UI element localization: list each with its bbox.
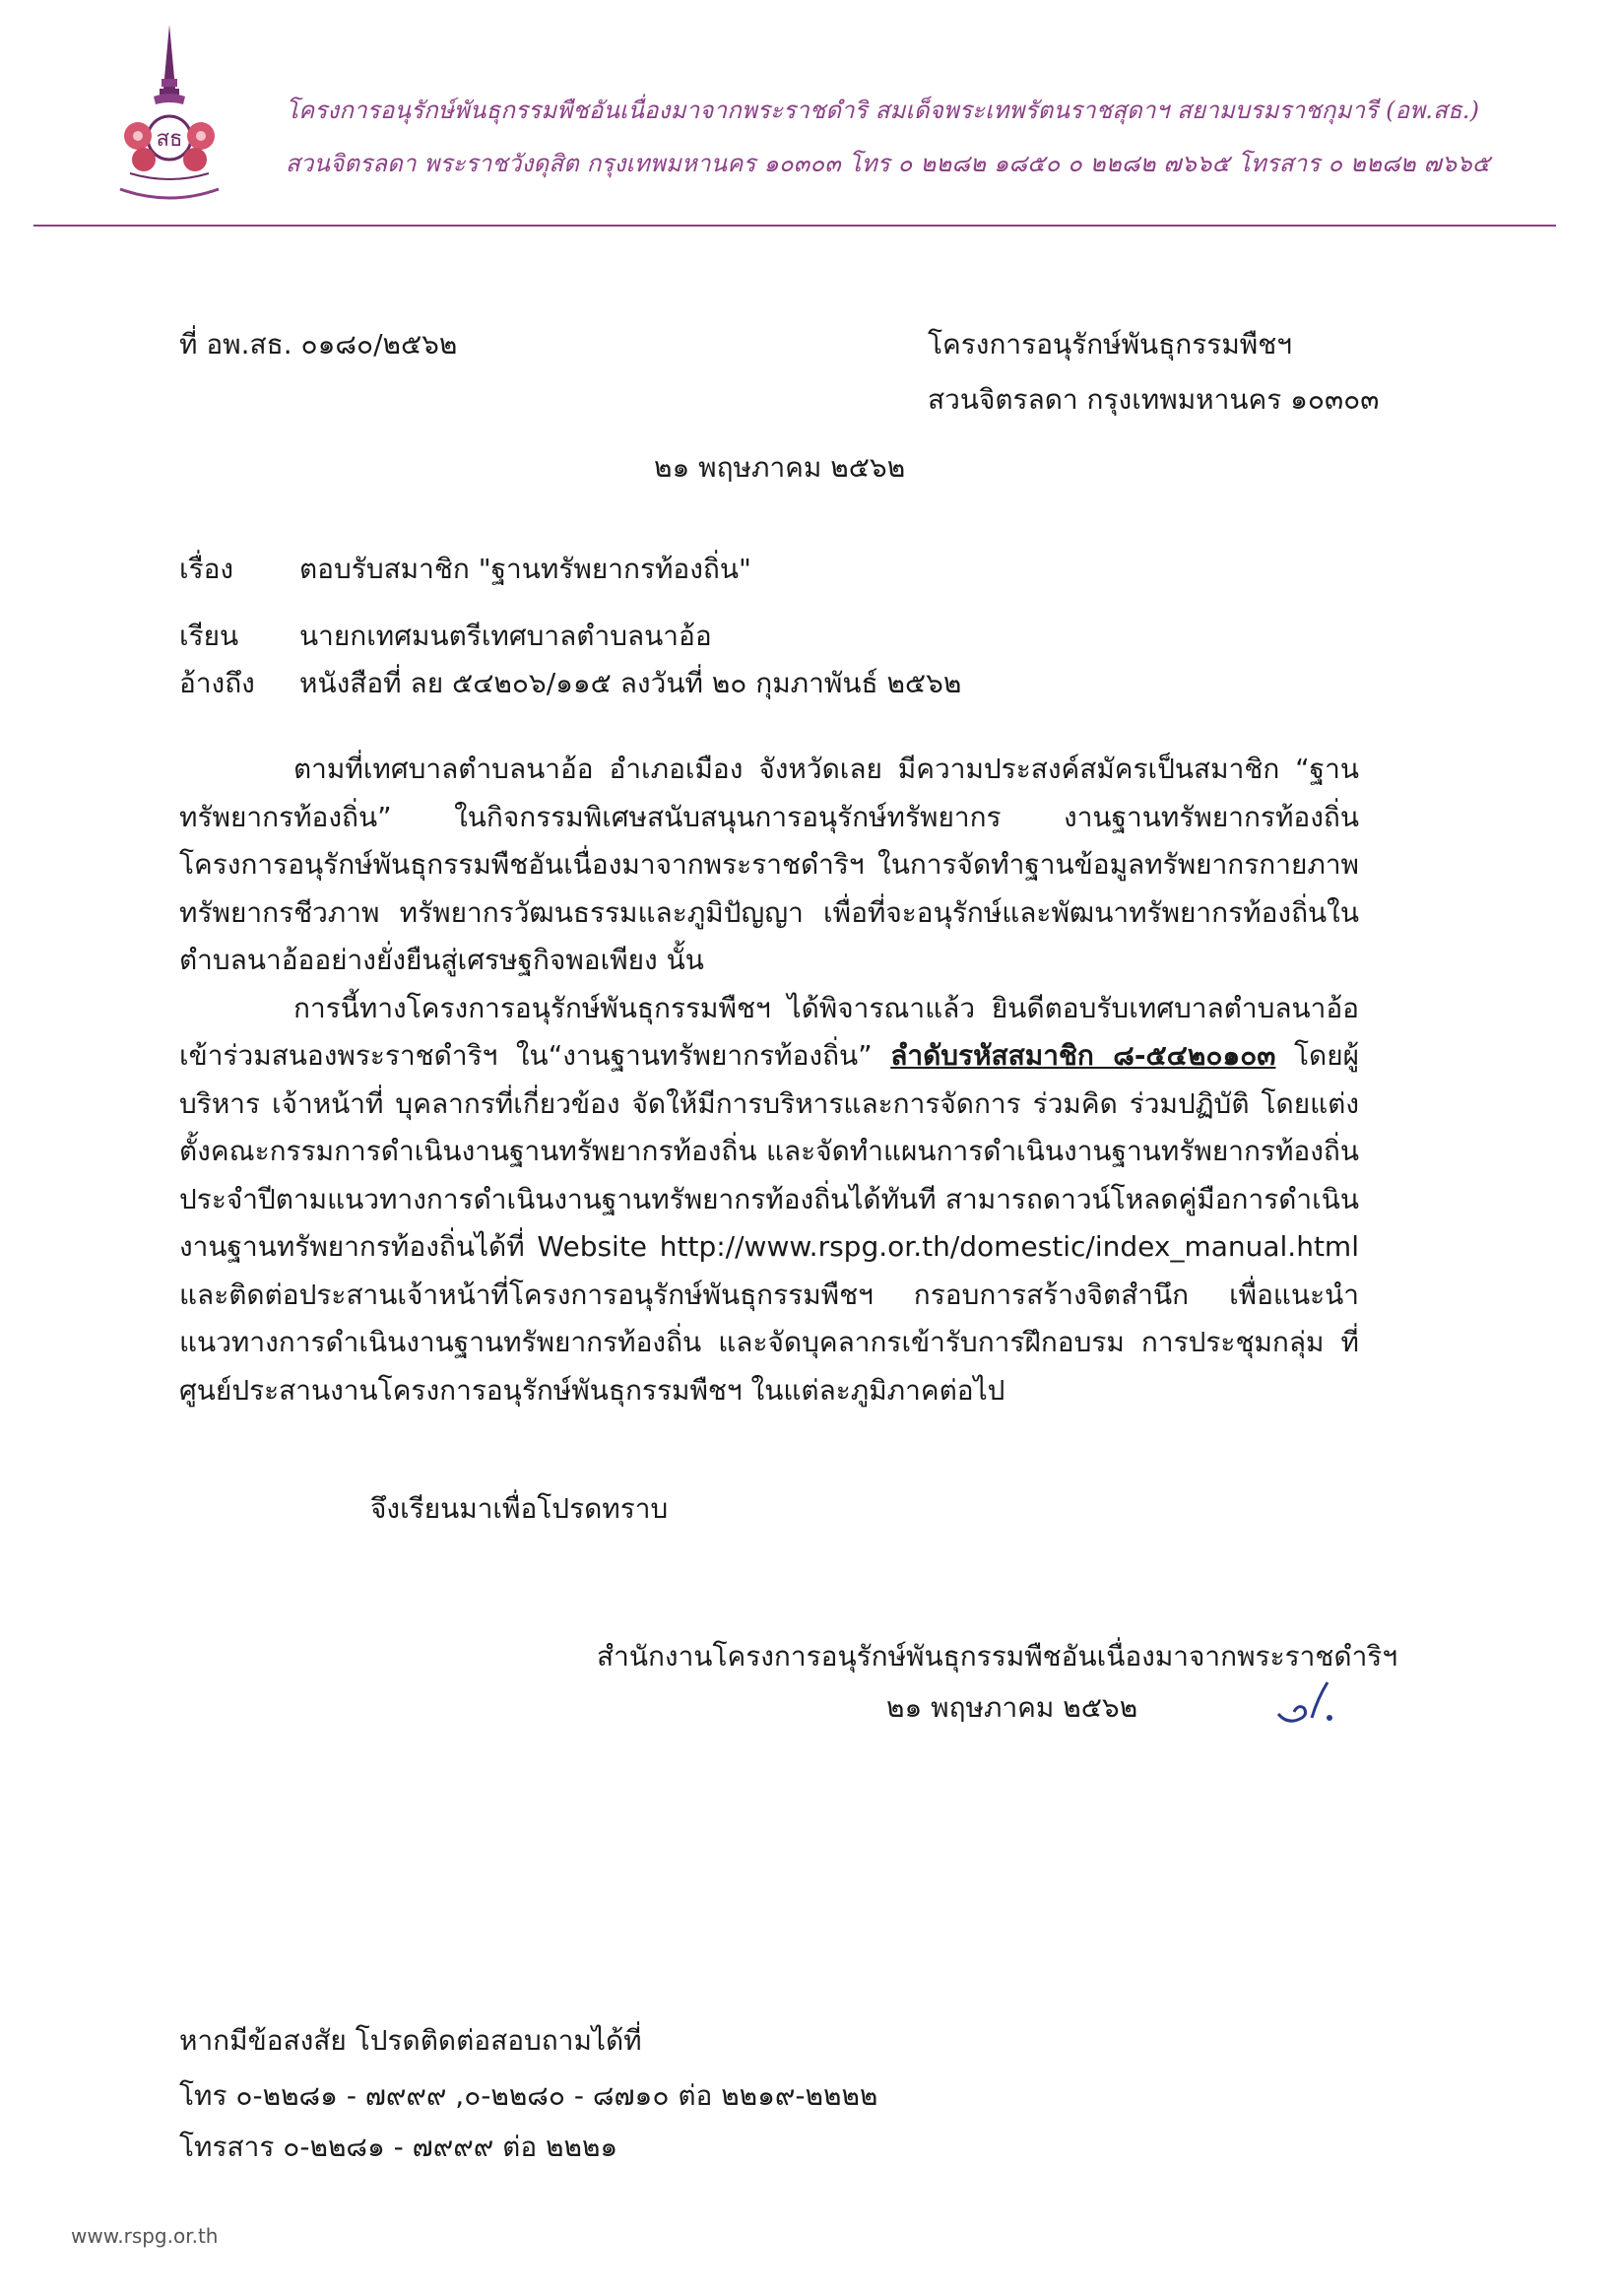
sender-org-line-2: สวนจิตรลดา กรุงเทพมหานคร ๑๐๓๐๓ (928, 383, 1380, 416)
recipient-label: เรียน (179, 620, 239, 652)
member-code: ลำดับรหัสสมาชิก ๘-๕๔๒๐๑๐๓ (890, 1039, 1276, 1072)
reference-text: หนังสือที่ ลย ๕๔๒๐๖/๑๑๕ ลงวันที่ ๒๐ กุมภาพันธ์ ๒๕๖๒ (299, 667, 962, 699)
subject-text: ตอบรับสมาชิก "ฐานทรัพยากรท้องถิ่น" (299, 553, 751, 585)
body-paragraph-2 (179, 985, 1359, 1415)
closing-text: จึงเรียนมาเพื่อโปรดทราบ (370, 1492, 669, 1525)
letterhead-divider (33, 225, 1556, 227)
rspg-logo-icon (71, 20, 268, 217)
recipient-text: นายกเทศมนตรีเทศบาลตำบลนาอ้อ (299, 620, 712, 652)
signature-date: ๒๑ พฤษภาคม ๒๕๖๒ (886, 1691, 1138, 1724)
svg-text:สธ: สธ (156, 127, 183, 152)
letterhead-line-2: สวนจิตรลดา พระราชวังดุสิต กรุงเทพมหานคร ๑๐๓๐๓ โทร ๐ ๒๒๘๒ ๑๘๕๐ ๐ ๒๒๘๒ ๗๖๖๕ โทรสาร ๐ ๒๒๘๒ ๗๖๖๕ (286, 150, 1491, 177)
sender-org-line-1: โครงการอนุรักษ์พันธุกรรมพืชฯ (928, 328, 1292, 361)
contact-heading: หากมีข้อสงสัย โปรดติดต่อสอบถามได้ที่ (179, 2024, 642, 2057)
reference-label: อ้างถึง (179, 667, 255, 699)
body-paragraph-2-rest: โดยผู้บริหาร เจ้าหน้าที่ บุคลากรที่เกี่ยวข้อง จัดให้มีการบริหารและการจัดการ ร่วมคิด ร่วมปฏิบัติ โดยแต่งตั้งคณะกรรมการดำเนินงานฐานทรัพยากรท้องถิ่น และจัดทำแผนการดำเนินงานฐานทรัพยากรท้องถิ่นประจำปีตามแนวทางการดำเนินงานฐานทรัพยากรท้องถิ่นได้ทันที สามารถดาวน์โหลดคู่มือการดำเนินงานฐานทรัพยากรท้องถิ่นได้ที่ Website http://www.rspg.or.th/domestic/index_manual.html และติดต่อประสานเจ้าหน้าที่โครงการอนุรักษ์พันธุกรรมพืชฯ กรอบการสร้างจิตสำนึก เพื่อแนะนำแนวทางการดำเนินงานฐานทรัพยากรท้องถิ่น และจัดบุคลากรเข้ารับการฝึกอบรม การประชุมกลุ่ม ที่ศูนย์ประสานงานโครงการอนุรักษ์พันธุกรรมพืชฯ ในแต่ละภูมิภาคต่อไป (179, 1039, 1360, 1407)
document-reference-number: ที่ อพ.สธ. ๐๑๘๐/๒๕๖๒ (179, 328, 458, 361)
body-paragraph-1: ตามที่เทศบาลตำบลนาอ้อ อำเภอเมือง จังหวัดเลย มีความประสงค์สมัครเป็นสมาชิก “ฐานทรัพยากรท้องถิ่น” ในกิจกรรมพิเศษสนับสนุนการอนุรักษ์ทรัพยากร งานฐานทรัพยากรท้องถิ่น โครงการอนุรักษ์พันธุกรรมพืชอันเนื่องมาจากพระราชดำริฯ ในการจัดทำฐานข้อมูลทรัพยากรกายภาพ ทรัพยากรชีวภาพ ทรัพยากรวัฒนธรรมและภูมิปัญญา เพื่อที่จะอนุรักษ์และพัฒนาทรัพยากรท้องถิ่นในตำบลนาอ้ออย่างยั่งยืนสู่เศรษฐกิจพอเพียง นั้น (179, 753, 1359, 976)
letter-body (179, 746, 1359, 1414)
handwritten-initial-icon (1268, 1674, 1357, 1734)
body-paragraph-2-intro: การนี้ทางโครงการอนุรักษ์พันธุกรรมพืชฯ ได้พิจารณาแล้ว ยินดีตอบรับเทศบาลตำบลนาอ้อ เข้าร่วมสนองพระราชดำริฯ ใน“งานฐานทรัพยากรท้องถิ่น” (179, 991, 1359, 1072)
subject-label: เรื่อง (179, 553, 234, 585)
contact-fax: โทรสาร ๐-๒๒๘๑ - ๗๙๙๙ ต่อ ๒๒๒๑ (179, 2131, 618, 2163)
document-date: ๒๑ พฤษภาคม ๒๕๖๒ (654, 451, 906, 484)
signature-organization: สำนักงานโครงการอนุรักษ์พันธุกรรมพืชอันเนื่องมาจากพระราชดำริฯ (597, 1640, 1398, 1673)
letterhead-line-1: โครงการอนุรักษ์พันธุกรรมพืชอันเนื่องมาจากพระราชดำริ สมเด็จพระเทพรัตนราชสุดาฯ สยามบรมราชกุมารี (อพ.สธ.) (286, 97, 1480, 124)
footer-website: www.rspg.or.th (71, 2224, 219, 2248)
contact-phone: โทร ๐-๒๒๘๑ - ๗๙๙๙ ,๐-๒๒๘๐ - ๘๗๑๐ ต่อ ๒๒๑๙-๒๒๒๒ (179, 2079, 878, 2112)
